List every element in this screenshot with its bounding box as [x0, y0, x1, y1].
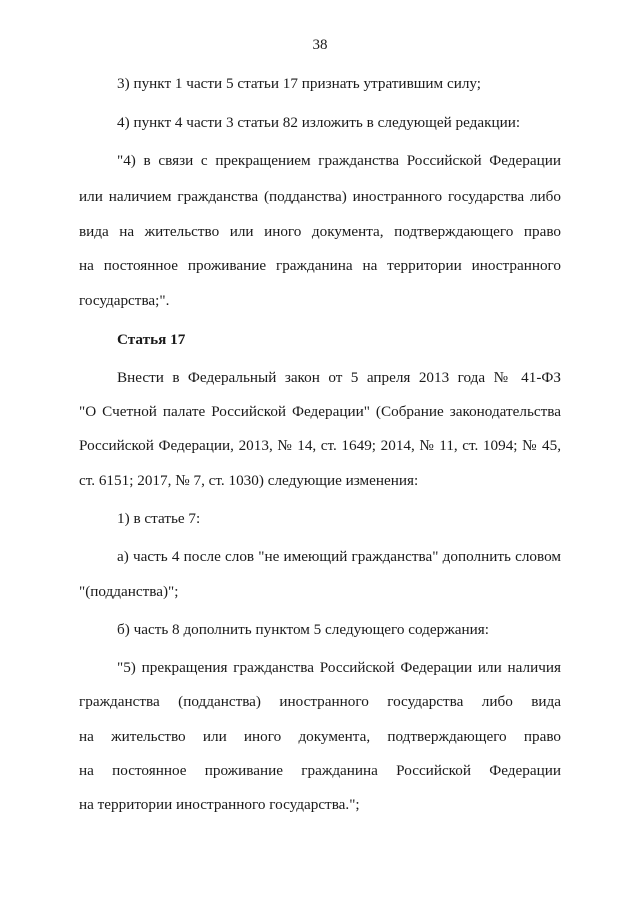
page-number: 38 — [312, 37, 328, 53]
text-line-12: ст. 6151; 2017, № 7, ст. 1030) следующие изменения: — [79, 472, 419, 489]
text-line-7: государства;". — [79, 292, 170, 309]
text-line-11: Российской Федерации, 2013, № 14, ст. 1649; 2014, № 11, ст. 1094; № 45, — [79, 437, 561, 454]
text-line-14: а) часть 4 после слов "не имеющий гражданства" дополнить словом — [117, 548, 561, 565]
text-line-5: вида на жительство или иного документа, подтверждающего право — [79, 223, 561, 240]
text-line-21: на территории иностранного государства."; — [79, 796, 360, 813]
text-line-3: "4) в связи с прекращением гражданства Российской Федерации — [117, 152, 561, 169]
text-line-17: "5) прекращения гражданства Российской Федерации или наличия — [117, 659, 561, 676]
text-line-20: на постоянное проживание гражданина Российской Федерации — [79, 762, 561, 779]
text-line-13: 1) в статье 7: — [117, 510, 201, 527]
text-line-18: гражданства (подданства) иностранного государства либо вида — [79, 693, 561, 710]
text-line-16: б) часть 8 дополнить пунктом 5 следующего содержания: — [117, 621, 489, 638]
text-line-10: "О Счетной палате Российской Федерации" (Собрание законодательства — [79, 403, 561, 420]
text-line-2: 4) пункт 4 части 3 статьи 82 изложить в следующей редакции: — [117, 114, 521, 131]
text-line-9: Внести в Федеральный закон от 5 апреля 2013 года № 41-ФЗ — [117, 369, 561, 386]
article-heading: Статья 17 — [117, 331, 186, 348]
text-line-15: "(подданства)"; — [79, 583, 179, 600]
text-line-19: на жительство или иного документа, подтверждающего право — [79, 728, 561, 745]
text-line-1: 3) пункт 1 части 5 статьи 17 признать утратившим силу; — [117, 75, 482, 92]
text-line-4: или наличием гражданства (подданства) иностранного государства либо — [79, 188, 561, 205]
text-line-6: на постоянное проживание гражданина на территории иностранного — [79, 257, 561, 274]
